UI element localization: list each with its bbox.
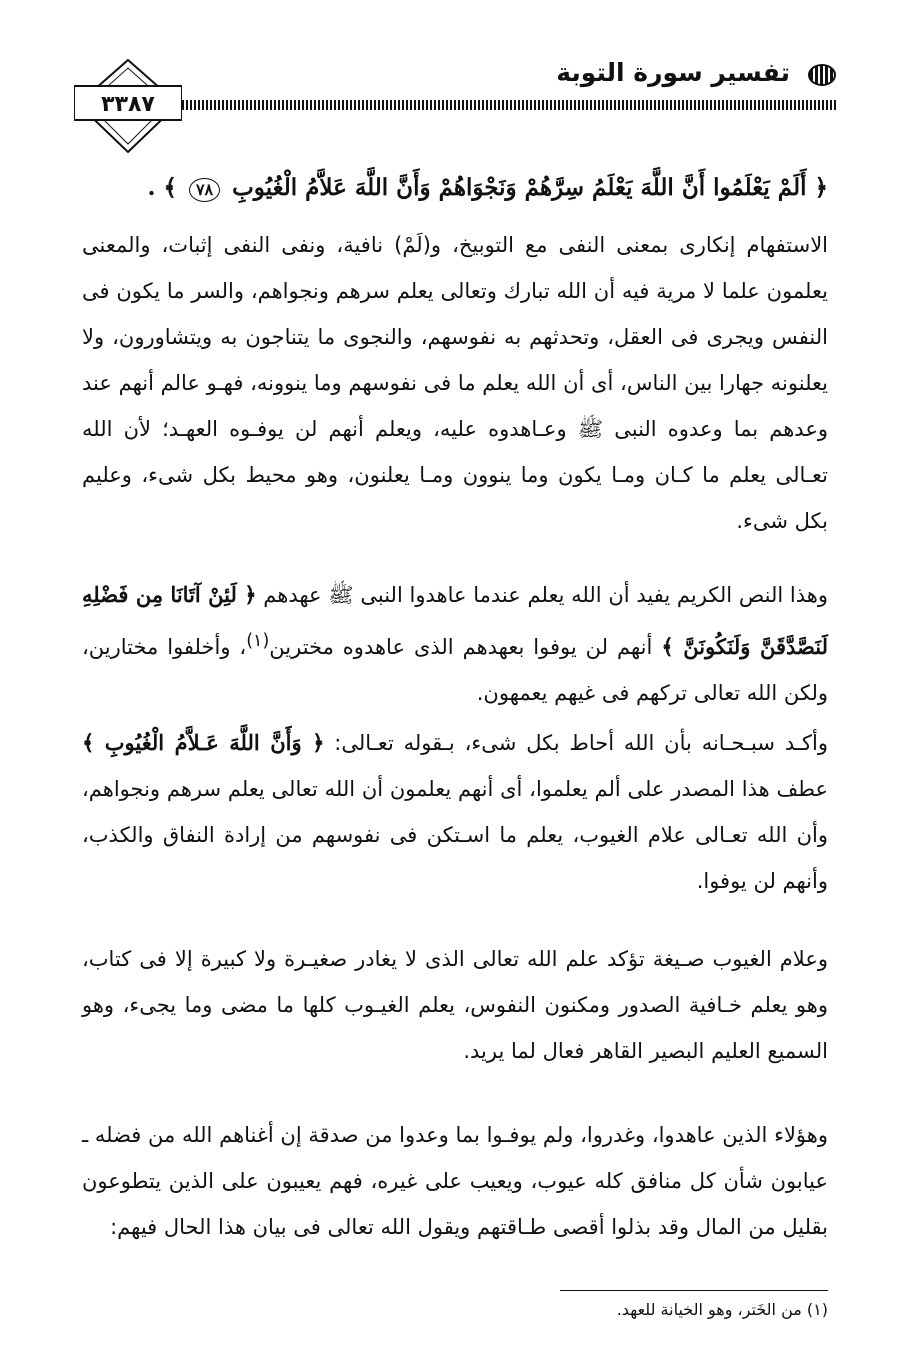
page-number: ٣٣٨٧ — [101, 92, 155, 117]
verse-close: ﴾ . — [147, 174, 177, 201]
paragraph-3 — [82, 720, 828, 904]
paragraph-3-text-b: عطف هذا المصدر على ألم يعلموا، أى أنهم يعلمون أن الله تعالى يعلم سرهم ونجواهم، وأن الله تعـالى علام الغيوب، يعلم ما اسـتكن فى نفوسهم من إرادة النفاق والكذب، وأنهم لن يوفوا. — [82, 777, 828, 893]
page-header — [60, 48, 836, 158]
paragraph-2-text-c: ، وأخلفوا مختارين، ولكن الله تعالى تركهم فى غيهم يعمهون. — [82, 635, 828, 705]
verse-number: ٧٨ — [189, 178, 220, 202]
ornament-icon — [808, 64, 836, 86]
quran-verse — [70, 168, 828, 208]
paragraph-1: الاستفهام إنكارى بمعنى النفى مع التوبيخ، و(لَمْ) نافية، ونفى النفى إثبات، والمعنى يعلمون علما لا مرية فيه أن الله تبارك وتعالى يعلم سرهم ونجواهم، والسر ما يكون فى النفس ويجرى فى العقل، وتحدثهم به نفوسهم، والنجوى ما يتناجون به ويتشاورون، ولا يعلنونه جهارا بين الناس، أى أن الله يعلم ما فى نفوسهم وما ينوونه، فهـو عالم أنهم عند وعدهم بما وعدوه النبى ﷺ وعـاهدوه عليه، ويعلم أنهم لن يوفـوه العهـد؛ لأن الله تعـالى يعلم ما كـان ومـا يكون وما ينوون ومـا يعلنون، وهو محيط بكل شىء، وعليم بكل شىء. — [82, 233, 828, 533]
verse-text: ﴿ أَلَمْ يَعْلَمُوا أَنَّ اللَّهَ يَعْلَمُ سِرَّهُمْ وَنَجْوَاهُمْ وَأَنَّ اللَّهَ عَلاَّمُ الْغُيُوبِ — [232, 174, 828, 201]
paragraph-3-text-a: وأكـد سبـحـانه بأن الله أحاط بكل شىء، بـقوله تعـالى: — [334, 731, 828, 755]
paragraph-2-verse: ﴿ لَئِنْ آتَانَا مِن فَضْلِهِ لَنَصَّدَّقَنَّ وَلَنَكُونَنَّ ﴾ — [82, 582, 828, 659]
footnote-rule — [560, 1290, 828, 1291]
footnote: (١) من الخَتر، وهو الخيانة للعهد. — [616, 1300, 828, 1319]
paragraph-5: وهؤلاء الذين عاهدوا، وغدروا، ولم يوفـوا بما وعدوا من صدقة إن أغناهم الله من فضله ـ عيابون شأن كل منافق كله عيوب، ويعيب على غيره، فهم يعيبون على الذين يتطوعون بقليل من المال وقد بذلوا أقصى طـاقتهم ويقول الله تعالى فى بيان هذا الحال فيهم: — [82, 1123, 828, 1239]
running-title: تفسير سورة التوبة — [556, 58, 790, 87]
paragraph-3-verse: ﴿ وَأَنَّ اللَّهَ عَـلاَّمُ الْغُيُوبِ ﴾ — [82, 730, 325, 755]
paragraph-2-text-b: أنهم لن يوفوا بعهدهم الذى عاهدوه مخترين — [269, 635, 653, 659]
footnote-ref: (١) — [246, 631, 270, 651]
page-number-badge — [74, 56, 182, 156]
header-rule — [138, 100, 836, 110]
paragraph-4: وعلام الغيوب صـيغة تؤكد علم الله تعالى الذى لا يغادر صغيـرة ولا كبيرة إلا فى كتاب، وهو يعلم خـافية الصدور ومكنون النفوس، يعلم الغيـوب كلها ما مضى وما يجىء، وهو السميع العليم البصير القاهر فعال لما يريد. — [82, 947, 828, 1063]
paragraph-2-text-a: وهذا النص الكريم يفيد أن الله يعلم عندما عاهدوا النبى ﷺ عهدهم — [263, 583, 828, 607]
paragraph-2 — [82, 572, 828, 716]
